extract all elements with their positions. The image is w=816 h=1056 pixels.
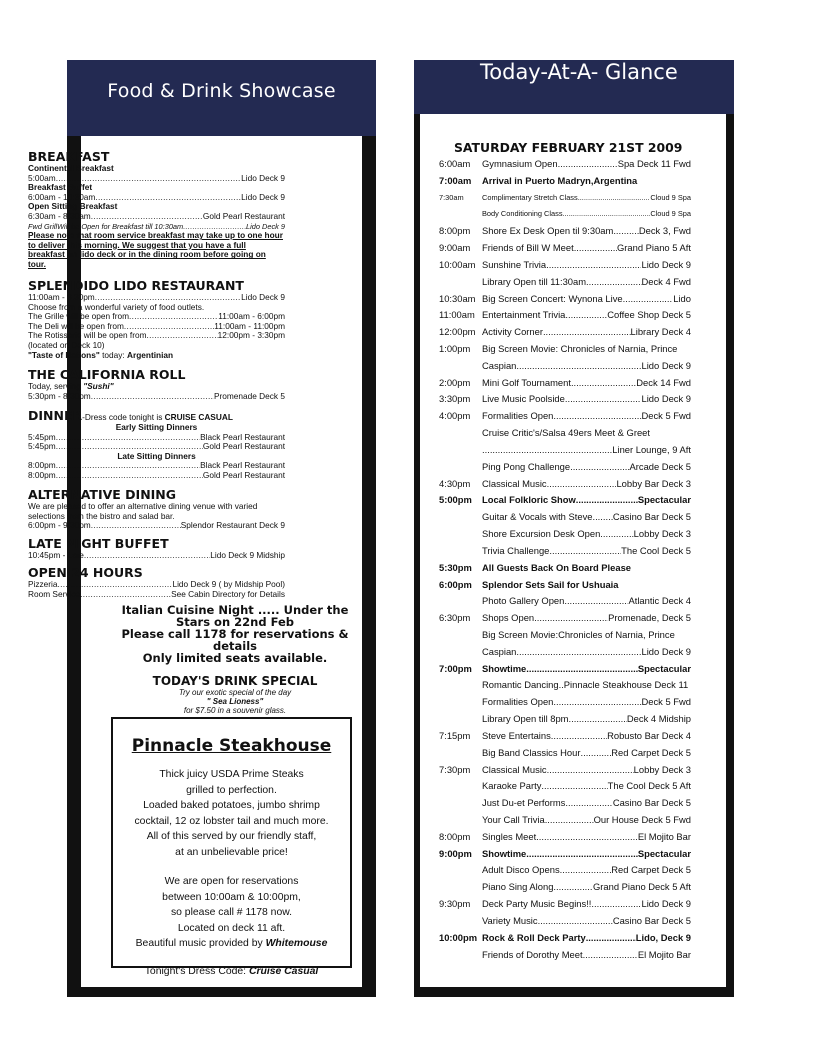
schedule-location: Atlantic Deck 4 (628, 595, 691, 607)
schedule-row (439, 192, 691, 203)
schedule-location: Casino Bar Deck 5 (612, 511, 691, 523)
schedule-event: Big Screen Concert: Wynona Live (482, 292, 623, 304)
schedule-event: Showtime (482, 662, 527, 674)
schedule-time (439, 528, 482, 539)
schedule-event: Classical Music (482, 477, 547, 489)
schedule-location: Deck 3, Fwd (638, 225, 691, 237)
schedule-row (439, 276, 691, 287)
schedule-time (439, 595, 482, 606)
schedule-location: Arcade Deck 5 (629, 460, 691, 472)
schedule-row (439, 309, 691, 320)
steakhouse-line: between 10:00am & 10:00pm, (162, 891, 301, 903)
schedule-event: Caspian (482, 645, 517, 657)
room-service-note: Please note that room service breakfast may take up to one hour to deliver this morning. We suggest that you have a full breakfast on lido deck or in the dining room before going on tour. (28, 230, 283, 269)
schedule-row (439, 898, 691, 909)
schedule-time (439, 511, 482, 522)
schedule-time (439, 461, 482, 472)
schedule-location: El Mojito Bar (637, 948, 691, 960)
located-note: (located on Deck 10) (28, 339, 105, 350)
schedule-event: Local Folkloric Show (482, 494, 576, 506)
schedule-row (439, 410, 691, 421)
schedule-row (439, 444, 691, 455)
schedule-event: Shops Open (482, 612, 535, 624)
sushi-line: Today, serving "Sushi" (28, 381, 114, 391)
schedule-row (439, 629, 691, 640)
schedule-event: Gymnasium Open (482, 158, 558, 169)
schedule-row (439, 326, 691, 337)
schedule-event: Activity Corner (482, 326, 543, 338)
schedule-event: Big Band Classics Hour (482, 746, 581, 758)
schedule-time: 12:00pm (439, 326, 476, 338)
schedule-time: 1:00pm (439, 343, 471, 355)
steakhouse-title: Pinnacle Steakhouse (131, 736, 332, 756)
schedule-row (439, 595, 691, 606)
schedule-event: Cruise Critic's/Salsa 49ers Meet & Greet (482, 427, 650, 439)
menu-line: 5:45pm ..... Gold Pearl Restaurant (28, 442, 285, 452)
schedule-time: 7:30pm (439, 763, 471, 775)
steakhouse-line: Located on deck 11 aft. (177, 922, 286, 934)
lido-section (28, 279, 285, 360)
schedule-event: Live Music Poolside (482, 393, 565, 405)
schedule-location: Red Carpet Deck 5 (611, 746, 691, 758)
schedule-location: Lido Deck 9 (641, 393, 691, 405)
schedule-row (439, 612, 691, 623)
schedule-location: Promenade, Deck 5 (608, 612, 691, 624)
schedule-row (439, 377, 691, 388)
alternative-dining-section (28, 488, 285, 531)
schedule-time: 4:30pm (439, 477, 471, 489)
schedule-location: Spa Deck 11 Fwd (617, 158, 691, 169)
menu-line: 5:45pm ..... Black Pearl Restaurant (28, 433, 285, 443)
schedule-time (439, 814, 482, 825)
schedule-location: Coffee Shop Deck 5 (607, 309, 691, 321)
schedule-row (439, 814, 691, 825)
steakhouse-line: grilled to perfection. (186, 784, 277, 796)
schedule-row (439, 764, 691, 775)
item-label: Open Sitting Breakfast (28, 201, 118, 212)
schedule-location: Lobby Deck 3 (633, 528, 691, 540)
schedule-time (439, 949, 482, 960)
steakhouse-description (113, 767, 350, 860)
menu-line: 5:30pm - 8:30pm ..... Promenade Deck 5 (28, 392, 285, 402)
menu-line: Room Service ..... See Cabin Directory for Details (28, 590, 285, 600)
schedule-time (439, 747, 482, 758)
schedule-location: Deck 5 Fwd (641, 410, 691, 422)
menu-line: 8:00pm ..... Gold Pearl Restaurant (28, 471, 285, 481)
schedule-event: Entertainment Trivia (482, 309, 566, 321)
early-sitting-label: Early Sitting Dinners (115, 422, 198, 432)
california-roll-section (28, 368, 285, 401)
schedule-event: Big Screen Movie:Chronicles of Narnia, Prince (482, 628, 675, 640)
schedule-time (439, 545, 482, 556)
item-label: Continental Breakfast (28, 163, 114, 173)
glance-title: Today-At-A- Glance (480, 60, 678, 84)
schedule-event: Ping Pong Challenge (482, 460, 571, 472)
schedule-time: 8:00pm (439, 225, 471, 237)
schedule-row (439, 242, 691, 253)
schedule-row (439, 696, 691, 707)
schedule-event: Photo Gallery Open (482, 595, 565, 607)
schedule-location: Deck 5 Fwd (641, 696, 691, 708)
schedule-time: 7:15pm (439, 729, 471, 741)
schedule-event: Splendor Sets Sail for Ushuaia (482, 578, 619, 590)
late-buffet-section (28, 537, 285, 561)
menu-line: 6:00am - 10:30am ..... Lido Deck 9 (28, 193, 285, 203)
schedule-row (439, 427, 691, 438)
schedule-location: Spectacular (637, 847, 691, 859)
menu-line: The Grille will be open from ..... 11:00am - 6:00pm (28, 312, 285, 322)
schedule-location: Lobby Bar Deck 3 (616, 477, 691, 489)
steakhouse-line: All of this served by our friendly staff, (146, 831, 317, 842)
schedule-row (439, 175, 691, 186)
schedule-event: Rock & Roll Deck Party (482, 931, 586, 943)
schedule-time (439, 679, 482, 690)
menu-line: Fwd GrillWill be Open for Breakfast till 10:30am ..... Lido Deck 9 (28, 222, 285, 232)
drink-special: TODAY'S DRINK SPECIAL Try our exotic special of the day " Sea Lioness" for $7.50 in a souvenir glass. (110, 674, 360, 715)
lido-description: Choose from a wonderful variety of food outlets. (28, 301, 205, 312)
schedule-time (439, 864, 482, 875)
schedule-time: 9:30pm (439, 898, 471, 910)
schedule-location: Red Carpet Deck 5 (611, 864, 691, 876)
schedule-event: All Guests Back On Board Please (482, 561, 632, 573)
schedule-event: Guitar & Vocals with Steve (482, 511, 593, 523)
section-title: LATE NIGHT BUFFET (28, 536, 169, 551)
dinner-heading: DINNER-Dress code tonight is CRUISE CASUAL (28, 408, 233, 423)
schedule-row (439, 864, 691, 875)
alt-description: We are pleased to offer an alternative dining venue with varied selections from the bistro and salad bar. (28, 501, 258, 521)
schedule-event: Body Conditioning Class (482, 209, 563, 219)
schedule-row (439, 208, 691, 219)
schedule-event: Showtime (482, 847, 527, 859)
schedule-time: 7:00am (439, 174, 472, 186)
schedule-time: 6:00am (439, 158, 471, 169)
schedule-event: Arrival in Puerto Madryn,Argentina (482, 174, 638, 186)
schedule-time (439, 915, 482, 926)
schedule-row (439, 225, 691, 236)
schedule-event: Deck Party Music Begins!! (482, 898, 592, 910)
schedule-row (439, 730, 691, 741)
schedule-time: 5:00pm (439, 494, 472, 506)
open-24-section (28, 566, 285, 599)
schedule-time (439, 208, 482, 219)
schedule-event: Formalities Open (482, 696, 554, 708)
schedule-location: Library Deck 4 (630, 326, 691, 338)
schedule-location: Robusto Bar Deck 4 (607, 729, 691, 741)
schedule-row (439, 478, 691, 489)
schedule-event: Adult Disco Opens (482, 864, 560, 876)
schedule-row (439, 646, 691, 657)
schedule-row (439, 747, 691, 758)
schedule-event: Complimentary Stretch Class (482, 192, 578, 202)
schedule-event: Friends of Bill W Meet (482, 242, 574, 254)
schedule-location: Deck 14 Fwd (636, 376, 691, 388)
schedule-time: 6:00pm (439, 578, 472, 590)
schedule-time (439, 276, 482, 287)
dinner-section (28, 409, 285, 481)
schedule-event: Singles Meet (482, 830, 537, 842)
schedule-time: 9:00pm (439, 847, 472, 859)
schedule-time: 8:00pm (439, 830, 471, 842)
schedule-time: 2:00pm (439, 376, 471, 388)
schedule-time: 11:00am (439, 309, 475, 321)
schedule-event: Piano Sing Along (482, 881, 554, 893)
schedule-row (439, 713, 691, 724)
menu-line: 6:00pm - 9:30pm ..... Splendor Restaurant Deck 9 (28, 521, 285, 531)
pinnacle-steakhouse-box (111, 717, 352, 977)
menu-line: Pizzeria ..... Lido Deck 9 ( by Midship Pool) (28, 580, 285, 590)
breakfast-section (28, 150, 285, 270)
schedule-event: Library Open till 8pm (482, 713, 569, 725)
schedule-row (439, 831, 691, 842)
schedule-location: The Cool Deck 5 (621, 544, 691, 556)
schedule-location: Lido Deck 9 (641, 898, 691, 910)
schedule-event: Shore Excursion Desk Open (482, 528, 601, 540)
steakhouse-line: cocktail, 12 oz lobster tail and much more. (134, 815, 329, 827)
schedule-location: Spectacular (637, 494, 691, 506)
schedule-event: Friends of Dorothy Meet (482, 948, 583, 960)
schedule-location: Casino Bar Deck 5 (612, 914, 691, 926)
schedule-location: Grand Piano 5 Aft (616, 242, 691, 254)
schedule-location: Lido, Deck 9 (635, 931, 691, 943)
schedule-location: El Mojito Bar (637, 830, 691, 842)
schedule-time (439, 360, 482, 371)
schedule-location: Lido Deck 9 (641, 645, 691, 657)
schedule-location: Cloud 9 Spa (650, 209, 691, 219)
schedule-row (439, 780, 691, 791)
schedule-row (439, 932, 691, 943)
steakhouse-reservations (113, 874, 350, 936)
schedule-location: Lobby Deck 3 (633, 763, 691, 775)
schedule-time (439, 881, 482, 892)
schedule-event: Karaoke Party (482, 780, 542, 792)
steakhouse-music: Beautiful music provided by Whitemouse (135, 938, 328, 949)
schedule-row (439, 393, 691, 404)
schedule-event: Caspian (482, 359, 517, 371)
food-drink-title: Food & Drink Showcase (107, 80, 336, 102)
glance-header (414, 60, 734, 114)
schedule-time (439, 696, 482, 707)
schedule-time (439, 713, 482, 724)
schedule-event: Library Open till 11:30am (482, 275, 587, 287)
schedule-location: Lido Deck 9 (641, 258, 691, 270)
section-title: SPLENDIDO LIDO RESTAURANT (28, 278, 244, 293)
schedule-row (439, 797, 691, 808)
schedule-row (439, 158, 691, 169)
steakhouse-line: We are open for reservations (164, 876, 299, 887)
menu-line: The Deli will be open from ..... 11:00am - 11:00pm (28, 322, 285, 332)
section-title: ALTERNATIVE DINING (28, 487, 177, 502)
schedule-location: Lido (673, 292, 691, 304)
steakhouse-line: Loaded baked potatoes, jumbo shrimp (143, 800, 320, 811)
schedule-location: Deck 4 Fwd (641, 275, 691, 287)
schedule-time: 10:30am (439, 292, 476, 304)
item-label: Breakfast Buffet (28, 182, 93, 193)
taste-of-nations: "Taste of Nations" today: Argentinian (28, 349, 174, 360)
schedule-row (439, 679, 691, 690)
schedule-row (439, 881, 691, 892)
schedule-event: Mini Golf Tournament (482, 376, 571, 388)
schedule-row (439, 511, 691, 522)
section-title: OPEN 24 HOURS (28, 565, 143, 580)
menu-line: 11:00am - 3:30pm ..... Lido Deck 9 (28, 293, 285, 303)
schedule-time: 4:00pm (439, 410, 471, 422)
schedule-row (439, 259, 691, 270)
menu-line: 5:00am ..... Lido Deck 9 (28, 174, 285, 184)
schedule-time (439, 444, 482, 455)
schedule-date: SATURDAY FEBRUARY 21ST 2009 (454, 140, 683, 155)
schedule-time: 7:00pm (439, 662, 472, 674)
menu-line: 6:30am - 8:30am ..... Gold Pearl Restaurant (28, 212, 285, 222)
schedule-row (439, 343, 691, 354)
schedule-event: Your Call Trivia (482, 813, 545, 825)
schedule-location: Liner Lounge, 9 Aft (612, 443, 691, 455)
schedule-event: Formalities Open (482, 410, 554, 422)
schedule-time (439, 797, 482, 808)
section-title: THE CALIFORNIA ROLL (28, 367, 186, 382)
schedule-row (439, 360, 691, 371)
schedule-event: Trivia Challenge (482, 544, 550, 556)
drink-title: TODAY'S DRINK SPECIAL (152, 674, 318, 688)
schedule-time: 10:00am (439, 258, 476, 270)
schedule-event: Steve Entertains (482, 729, 551, 741)
schedule-location: Casino Bar Deck 5 (612, 797, 691, 809)
schedule-event: Sunshine Trivia (482, 258, 547, 270)
schedule-row (439, 848, 691, 859)
schedule-time: 6:30pm (439, 612, 471, 624)
schedule-time (439, 780, 482, 791)
schedule-event: Shore Ex Desk Open til 9:30am (482, 225, 614, 237)
schedule-row (439, 663, 691, 674)
steakhouse-line: Thick juicy USDA Prime Steaks (159, 769, 304, 780)
schedule-row (439, 545, 691, 556)
schedule-event: Big Screen Movie: Chronicles of Narnia, Prince (482, 343, 678, 355)
schedule-location: Spectacular (637, 662, 691, 674)
schedule-time (439, 646, 482, 657)
schedule-event: Romantic Dancing..Pinnacle Steakhouse Deck 11 (482, 679, 689, 691)
steakhouse-line: so please call # 1178 now. (170, 907, 293, 918)
schedule-location: Grand Piano Deck 5 Aft (593, 881, 691, 893)
schedule-event: Just Du-et Performs (482, 797, 566, 809)
schedule-location: Cloud 9 Spa (650, 192, 691, 202)
menu-line: 8:00pm ..... Black Pearl Restaurant (28, 461, 285, 471)
schedule-location: Our House Deck 5 Fwd (593, 813, 691, 825)
schedule-row (439, 461, 691, 472)
schedule-event: Classical Music (482, 763, 547, 775)
schedule-row (439, 494, 691, 505)
schedule-time: 5:30pm (439, 561, 472, 573)
steakhouse-dress-code: Tonight's Dress Code: Cruise Casual (144, 965, 319, 977)
menu-line: The Rotisserie will be open from ..... 12:00pm - 3:30pm (28, 331, 285, 341)
schedule-row (439, 528, 691, 539)
schedule-row (439, 915, 691, 926)
schedule-event: Variety Music (482, 914, 538, 926)
schedule-time: 7:30am (439, 192, 464, 202)
schedule-row (439, 949, 691, 960)
schedule-row (439, 293, 691, 304)
schedule-location: The Cool Deck 5 Aft (607, 780, 691, 792)
schedule-location: Deck 4 Midship (626, 713, 691, 725)
schedule-time: 9:00am (439, 242, 471, 254)
menu-line: 10:45pm - Late ..... Lido Deck 9 Midship (28, 551, 285, 561)
steakhouse-line: at an unbelievable price! (175, 846, 288, 858)
schedule-time: 3:30pm (439, 393, 471, 405)
section-title: BREAKFAST (28, 149, 110, 164)
schedule-row (439, 562, 691, 573)
italian-night-notice: Italian Cuisine Night ..... Under the Stars on 22nd Feb Please call 1178 for reservations & details Only limited seats available. (121, 603, 349, 665)
schedule-location: Lido Deck 9 (641, 359, 691, 371)
schedule-time (439, 427, 482, 438)
schedule-time: 10:00pm (439, 931, 478, 943)
late-sitting-label: Late Sitting Dinners (117, 450, 196, 461)
schedule-row (439, 579, 691, 590)
food-drink-header (67, 60, 376, 136)
schedule-time (439, 629, 482, 640)
